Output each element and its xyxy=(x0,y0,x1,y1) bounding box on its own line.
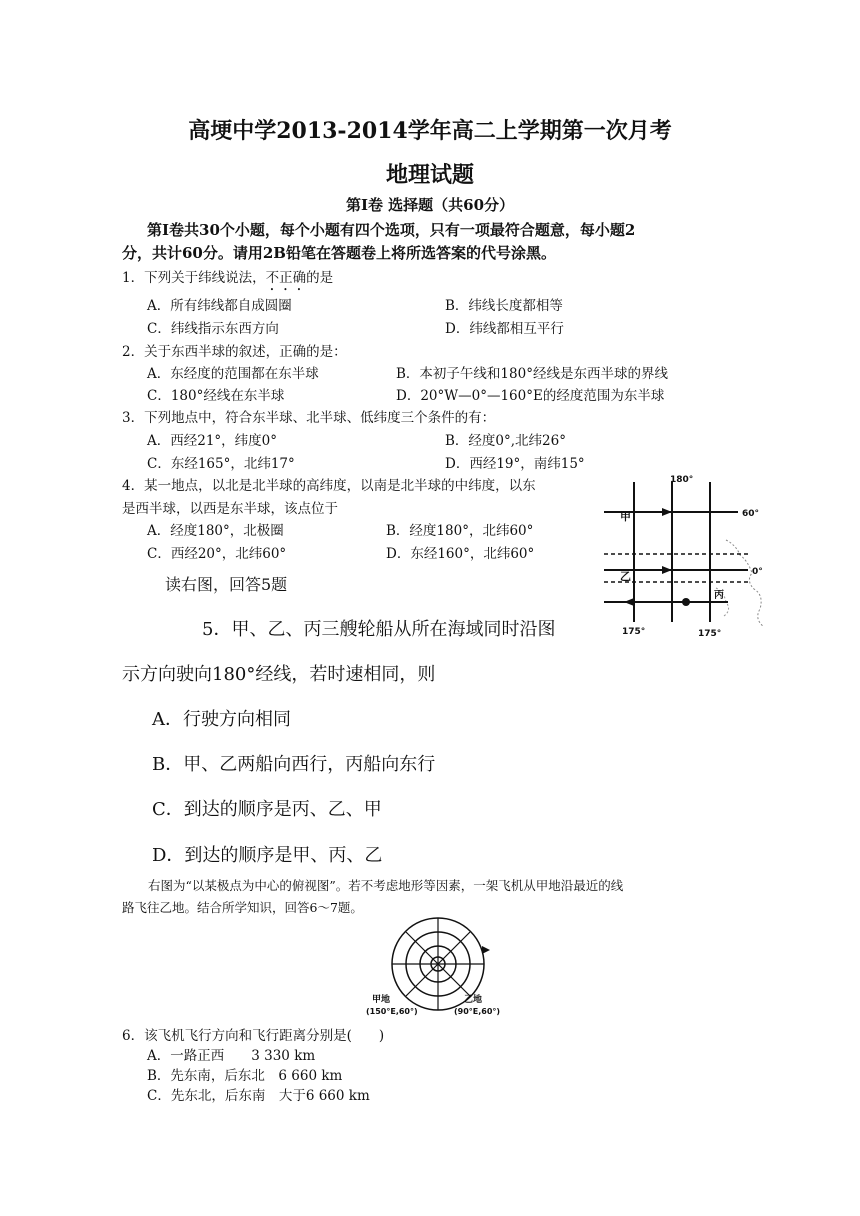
q1-option-c: C．纬线指示东西方向 xyxy=(147,321,279,337)
q2-option-d: D．20°W—0°—160°E的经度范围为东半球 xyxy=(396,388,665,404)
q4-option-d: D．东经160°，北纬60° xyxy=(386,546,535,562)
q5-stem-line-1: 5．甲、乙、丙三艘轮船从所在海域同时沿图 xyxy=(202,619,556,640)
longitude-grid-map xyxy=(598,470,768,640)
q4-option-c: C．西经20°，北纬60° xyxy=(147,546,287,562)
map1-label-175-right: 175° xyxy=(698,629,722,639)
q67-intro-line-1: 右图为“以某极点为中心的俯视图”。若不考虑地形等因素，一架飞机从甲地沿最近的线 xyxy=(148,878,624,893)
instructions-line-1: 第Ⅰ卷共30个小题，每个小题有四个选项，只有一项最符合题意，每小题2 xyxy=(147,221,636,239)
map2-place-yi: 乙地 xyxy=(464,995,483,1005)
map1-ship-bing: 丙 xyxy=(714,590,724,601)
q6-option-c: C．先东北，后东南 大于6 660 km xyxy=(147,1088,370,1104)
exam-subtitle: 地理试题 xyxy=(385,162,474,188)
map2-coord-jia: (150°E,60°) xyxy=(366,1007,418,1016)
q5-option-b: B．甲、乙两船向西行，丙船向东行 xyxy=(152,754,436,775)
q6-option-a: A．一路正西 3 330 km xyxy=(147,1048,316,1064)
q5-option-c: C．到达的顺序是丙、乙、甲 xyxy=(152,799,382,820)
q3-option-a: A．西经21°，纬度0° xyxy=(147,433,278,449)
q3-option-c: C．东经165°，北纬17° xyxy=(147,456,295,472)
instructions-line-2: 分，共计60分。请用2B铅笔在答题卷上将所选答案的代号涂黑。 xyxy=(122,244,556,262)
q1-option-b: B．纬线长度都相等 xyxy=(445,298,563,314)
section-heading: 第Ⅰ卷 选择题（共60分） xyxy=(345,196,515,214)
q67-intro-line-2: 路飞往乙地。结合所学知识，回答6～7题。 xyxy=(122,900,363,915)
map1-label-lat60: 60° xyxy=(742,509,760,519)
q3-option-b: B．经度0°,北纬26° xyxy=(445,433,566,449)
q1-stem xyxy=(122,266,333,294)
q4-option-b: B．经度180°，北纬60° xyxy=(386,523,534,539)
map1-ship-jia: 甲 xyxy=(620,510,631,523)
map1-ship-yi: 乙 xyxy=(620,570,631,583)
q1-stem-emphasis: 不正确 xyxy=(265,270,307,286)
q5-stem-line-2: 示方向驶向180°经线，若时速相同，则 xyxy=(122,664,436,685)
q3-option-d: D．西经19°，南纬15° xyxy=(445,456,585,472)
q5-option-d: D．到达的顺序是甲、丙、乙 xyxy=(152,845,383,866)
q6-option-b: B．先东南，后东北 6 660 km xyxy=(147,1068,343,1084)
q4-stem-line-2: 是西半球，以西是东半球，该点位于 xyxy=(122,501,338,517)
q1-option-a: A．所有纬线都自成圆圈 xyxy=(147,298,292,314)
q2-option-c: C．180°经线在东半球 xyxy=(147,388,285,404)
q2-stem: 2．关于东西半球的叙述，正确的是： xyxy=(122,344,347,360)
q2-option-b: B．本初子午线和180°经线是东西半球的界线 xyxy=(396,366,668,382)
map2-place-jia: 甲地 xyxy=(372,995,391,1005)
q3-stem: 3．下列地点中，符合东半球、北半球、低纬度三个条件的有： xyxy=(122,410,496,426)
exam-title: 高埂中学2013-2014学年高二上学期第一次月考 xyxy=(188,118,672,144)
polar-view-map xyxy=(364,912,514,1020)
q4-stem-line-1: 4．某一地点，以北是北半球的高纬度，以南是北半球的中纬度，以东 xyxy=(122,478,536,494)
map1-label-175-left: 175° xyxy=(622,627,646,637)
q1-stem-suffix: 的是 xyxy=(306,270,334,286)
q2-option-a: A．东经度的范围都在东半球 xyxy=(147,366,319,382)
q5-option-a: A．行驶方向相同 xyxy=(152,709,291,730)
q6-stem: 6．该飞机飞行方向和飞行距离分别是( ) xyxy=(122,1028,385,1044)
map1-label-lat0: 0° xyxy=(752,567,763,577)
map2-coord-yi: (90°E,60°) xyxy=(454,1007,501,1016)
map1-label-180: 180° xyxy=(670,475,694,485)
q5-read-note: 读右图，回答5题 xyxy=(165,575,288,594)
q1-option-d: D．纬线都相互平行 xyxy=(445,321,564,337)
q1-stem-prefix: 1．下列关于纬线说法， xyxy=(122,270,266,286)
q4-option-a: A．经度180°，北极圈 xyxy=(147,523,284,539)
